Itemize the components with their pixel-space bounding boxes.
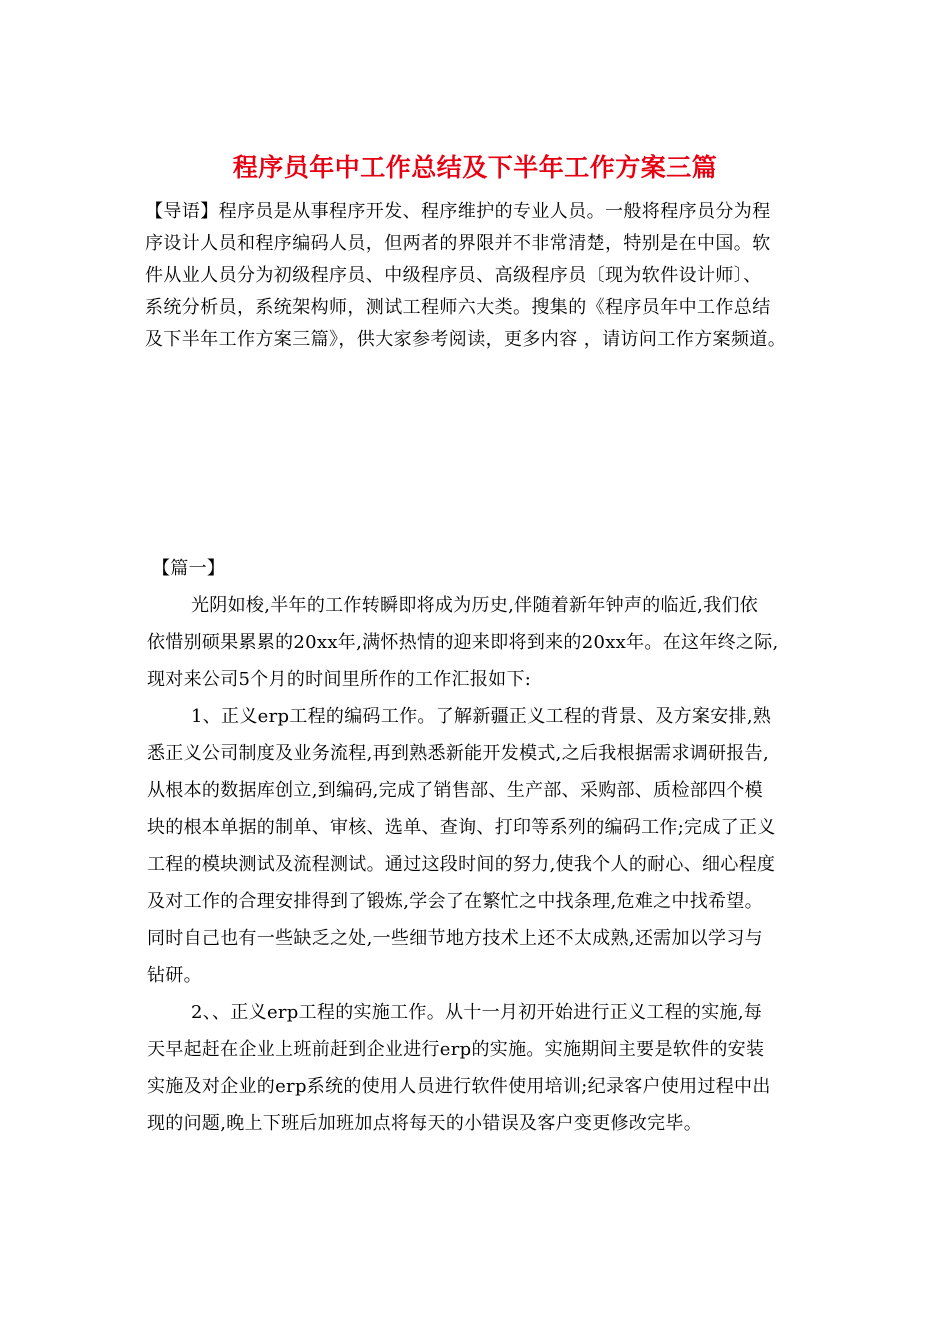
section-one (147, 550, 812, 1142)
body-line: 工程的模块测试及流程测试。通过这段时间的努力,使我个人的耐心、细心程度 (147, 854, 776, 875)
intro-line: 及下半年工作方案三篇》，供大家参考阅读，更多内容 ，请访问工作方案频道。 (145, 329, 787, 350)
body-line: 光阴如梭,半年的工作转瞬即将成为历史,伴随着新年钟声的临近,我们依 (191, 595, 759, 616)
intro-line: 【导语】程序员是从事程序开发、程序维护的专业人员。一般将程序员分为程 (145, 201, 771, 222)
body-line: 天早起赶在企业上班前赶到企业进行erp的实施。实施期间主要是软件的安装 (147, 1039, 765, 1060)
body-line: 同时自己也有一些缺乏之处,一些细节地方技术上还不太成熟,还需加以学习与 (147, 928, 763, 949)
intro-line: 件从业人员分为初级程序员、中级程序员、高级程序员〔现为软件设计师〕、 (145, 265, 762, 286)
body-line: 实施及对企业的erp系统的使用人员进行软件使用培训;纪录客户使用过程中出 (147, 1076, 771, 1097)
body-line: 块的根本单据的制单、审核、选单、查询、打印等系列的编码工作;完成了正义 (147, 817, 776, 838)
intro-line: 序设计人员和程序编码人员，但两者的界限并不非常清楚，特别是在中国。软 (145, 233, 771, 254)
body-line: 现对来公司5个月的时间里所作的工作汇报如下: (147, 669, 532, 690)
body-line: 悉正义公司制度及业务流程,再到熟悉新能开发模式,之后我根据需求调研报告, (147, 743, 769, 764)
body-line: 2、、正义erp工程的实施工作。从十一月初开始进行正义工程的实施,每 (191, 1002, 763, 1023)
body-line: 及对工作的合理安排得到了锻炼,学会了在繁忙之中找条理,危难之中找希望。 (147, 891, 763, 912)
intro-paragraph (145, 196, 825, 356)
section-heading: 【篇一】 (152, 558, 226, 579)
body-line: 依惜别硕果累累的20xx年,满怀热情的迎来即将到来的20xx年。在这年终之际, (147, 632, 779, 653)
intro-line: 系统分析员，系统架构师，测试工程师六大类。搜集的《程序员年中工作总结 (145, 297, 771, 318)
body-line: 从根本的数据库创立,到编码,完成了销售部、生产部、采购部、质检部四个模 (147, 780, 763, 801)
body-line: 1、正义erp工程的编码工作。了解新疆正义工程的背景、及方案安排,熟 (191, 706, 772, 727)
document-title: 程序员年中工作总结及下半年工作方案三篇 (232, 153, 718, 182)
body-line: 钻研。 (147, 965, 202, 986)
body-line: 现的问题,晚上下班后加班加点将每天的小错误及客户变更修改完毕。 (147, 1113, 703, 1134)
